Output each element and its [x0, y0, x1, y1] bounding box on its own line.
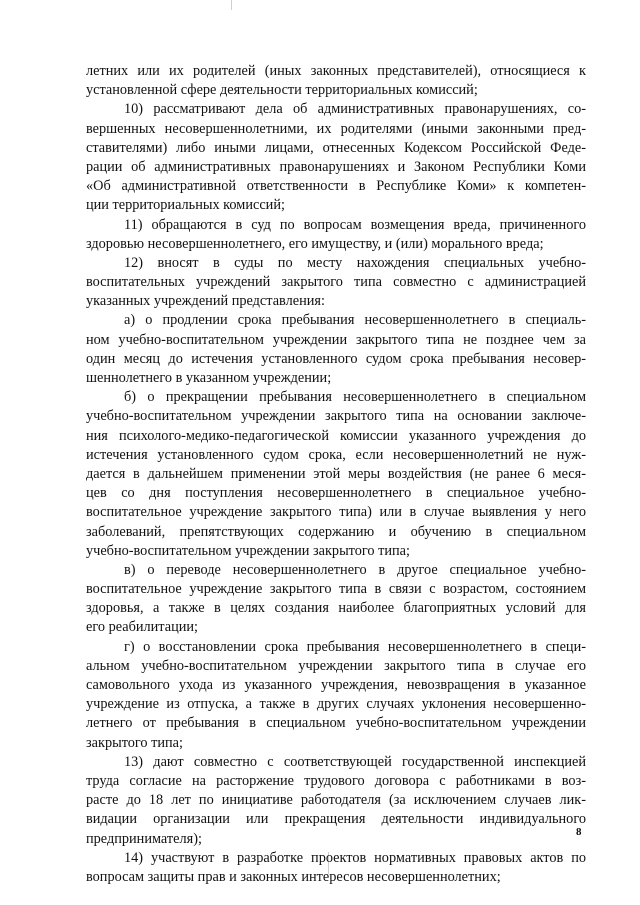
text-line: вершенных несовершеннолетними, их родителями (иными законными пред-: [86, 120, 586, 137]
text-line: расте до 18 лет по инициативе работодателя (за исключением случаев лик-: [86, 792, 586, 809]
paragraph-item-14: [86, 849, 586, 887]
text-line: труда согласие на расторжение трудового договора с работниками в воз-: [86, 772, 586, 789]
text-line: указанных учреждений представления:: [86, 293, 325, 310]
text-line: цев со дня поступления несовершеннолетнего в специальное учебно-: [86, 485, 586, 502]
text-line: 14) участвуют в разработке проектов нормативных правовых актов по: [124, 849, 586, 866]
text-line: альном учебно-воспитательном учреждении закрытого типа в случае его: [86, 657, 586, 674]
text-line: 12) вносят в суды по месту нахождения специальных учебно-: [124, 254, 586, 271]
text-line: «Об административной ответственности в Республике Коми» к компетен-: [86, 178, 586, 195]
text-line: воспитательных учреждений закрытого типа совместно с администрацией: [86, 274, 586, 291]
text-line: 11) обращаются в суд по вопросам возмещения вреда, причиненного: [124, 216, 586, 233]
text-line: летнего от пребывания в специальном учебно-воспитательном учреждении: [86, 715, 586, 732]
text-line: воспитательное учреждение закрытого типа в связи с возрастом, состоянием: [86, 581, 586, 598]
scan-artifact-top: [231, 0, 232, 10]
text-line: 10) рассматривают дела об административных правонарушениях, со-: [124, 101, 586, 118]
paragraph-item-13: [86, 753, 586, 849]
text-line: ния психолого-медико-педагогической комиссии указанного учреждения до: [86, 427, 586, 444]
text-line: истечения установленного судом срока, если несовершеннолетний не нуж-: [86, 446, 586, 463]
text-line: закрытого типа;: [86, 734, 183, 751]
page-number: 8: [576, 826, 582, 838]
text-line: учебно-воспитательном учреждении закрытого типа;: [86, 542, 410, 559]
text-line: учебно-воспитательном учреждении закрытого типа на основании заключе-: [86, 408, 586, 425]
text-line: один месяц до истечения установленного судом срока пребывания несовер-: [86, 350, 586, 367]
text-line: а) о продлении срока пребывания несовершеннолетнего в специаль-: [124, 312, 586, 329]
text-line: его реабилитации;: [86, 619, 198, 636]
text-line: шеннолетнего в указанном учреждении;: [86, 370, 332, 386]
paragraph-continuation: [86, 62, 586, 100]
text-line: б) о прекращении пребывания несовершеннолетнего в специальном: [124, 389, 586, 406]
text-line: воспитательное учреждение закрытого типа) или в случае выявления у него: [86, 504, 586, 521]
paragraph-item-12b: [86, 388, 586, 561]
paragraph-item-11: [86, 216, 586, 254]
text-line: г) о восстановлении срока пребывания несовершеннолетнего в специ-: [124, 638, 586, 655]
text-line: предпринимателя);: [86, 830, 202, 847]
paragraph-item-12v: [86, 561, 586, 638]
text-line: 13) дают совместно с соответствующей государственной инспекцией: [124, 753, 586, 770]
text-line: ции территориальных комиссий;: [86, 197, 285, 214]
text-line: заболеваний, препятствующих содержанию и обучению в специальном: [86, 523, 586, 540]
text-line: учреждение из отпуска, а также в других случаях уклонения несовершенно-: [86, 696, 586, 713]
text-line: в) о переводе несовершеннолетнего в другое специальное учебно-: [124, 561, 586, 578]
text-line: ставителями) либо иными лицами, отнесенных Кодексом Российской Феде-: [86, 139, 586, 156]
paragraph-item-12g: [86, 638, 586, 753]
paragraph-item-12a: [86, 311, 586, 388]
text-line: ном учебно-воспитательном учреждении закрытого типа не позднее чем за: [86, 331, 586, 348]
text-line: самовольного ухода из указанного учреждения, невозвращения в указанное: [86, 677, 586, 693]
text-line: вопросам защиты прав и законных интересов несовершеннолетних;: [86, 868, 501, 885]
text-line: видации организации или прекращения деятельности индивидуального: [86, 811, 586, 828]
paragraph-item-12: [86, 254, 586, 312]
text-line: дается в дальнейшем применении этой меры воздействия (не ранее 6 меся-: [86, 465, 586, 482]
document-body: [86, 62, 586, 887]
text-line: здоровья, а также в целях создания наиболее благоприятных условий для: [86, 600, 586, 617]
text-line: летних или их родителей (иных законных представителей), относящиеся к: [86, 63, 586, 79]
paragraph-item-10: [86, 100, 586, 215]
text-line: рации об административных правонарушениях и Законом Республики Коми: [86, 158, 586, 175]
text-line: здоровью несовершеннолетнего, его имуществу, и (или) морального вреда;: [86, 235, 544, 252]
text-line: установленной сфере деятельности территориальных комиссий;: [86, 82, 478, 99]
